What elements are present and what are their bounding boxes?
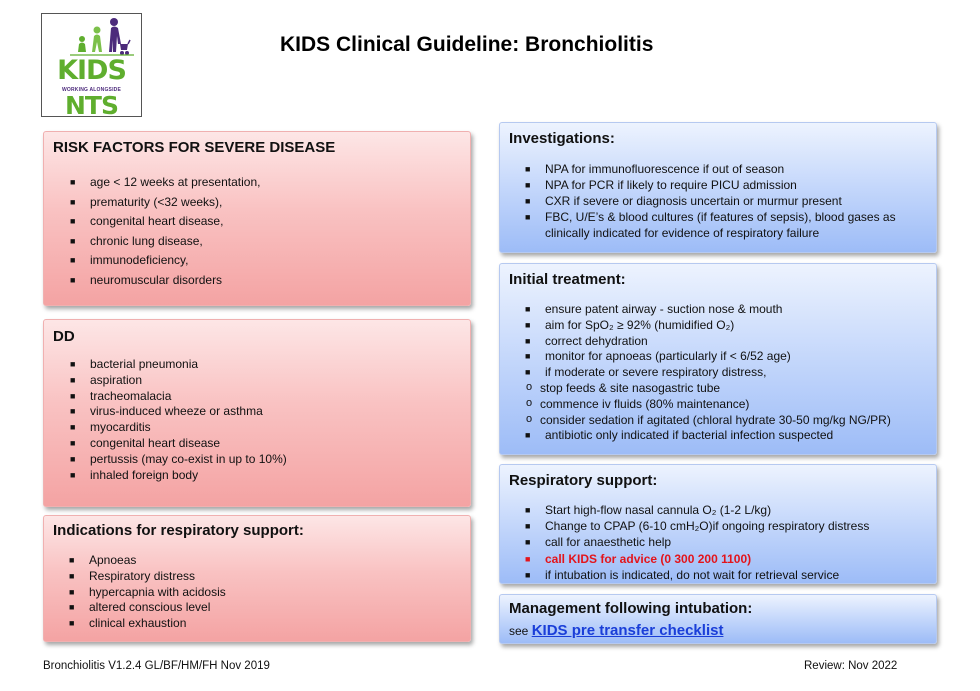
- list-item: ■ congenital heart disease: [70, 435, 221, 450]
- bullet-icon: ■: [70, 359, 76, 369]
- bullet-icon: ■: [70, 235, 76, 246]
- bullet-icon: ■: [525, 553, 531, 564]
- risk-factors-heading: RISK FACTORS FOR SEVERE DISEASE: [53, 139, 336, 156]
- bullet-icon: ■: [525, 180, 531, 190]
- list-item: ■ call for anaesthetic help: [525, 535, 672, 550]
- circle-bullet-icon: o: [526, 396, 533, 409]
- risk-factors-list: [70, 173, 261, 290]
- bullet-icon: ■: [525, 196, 531, 206]
- management-link-row: [509, 622, 723, 639]
- initial-treatment-heading: Initial treatment:: [509, 271, 626, 288]
- list-item: ■ hypercapnia with acidosis: [69, 584, 226, 599]
- sub-list-item: o consider sedation if agitated (chloral hydrate 30-50 mg/kg NG/PR): [526, 412, 891, 427]
- pre-transfer-checklist-link[interactable]: KIDS pre transfer checklist: [531, 622, 724, 639]
- respiratory-support-panel: [499, 464, 937, 584]
- bullet-icon: ■: [70, 437, 76, 448]
- bullet-icon: ■: [70, 196, 76, 207]
- bullet-icon: ■: [525, 430, 531, 441]
- list-item: ■ immunodeficiency,: [90, 251, 260, 271]
- bullet-icon: ■: [69, 602, 75, 613]
- list-item: ■ if moderate or severe respiratory distress,: [525, 365, 767, 380]
- bullet-icon: ■: [525, 505, 531, 515]
- list-item: ■ myocarditis: [70, 420, 151, 435]
- sub-list-item: o commence iv fluids (80% maintenance): [526, 396, 750, 411]
- bullet-icon: ■: [70, 469, 76, 480]
- dd-list: [70, 357, 287, 483]
- bullet-icon: ■: [525, 164, 531, 174]
- family-silhouette-icon: [42, 14, 143, 59]
- bullet-icon: ■: [70, 453, 76, 464]
- bullet-icon: ■: [525, 335, 531, 346]
- circle-bullet-icon: o: [526, 380, 533, 393]
- list-item: ■ monitor for apnoeas (particularly if < 6/52 age): [525, 349, 791, 364]
- bullet-icon: ■: [69, 555, 75, 565]
- list-item: ■ altered conscious level: [69, 600, 211, 615]
- bullet-icon: ■: [525, 569, 531, 580]
- list-item: ■ CXR if severe or diagnosis uncertain or murmur present: [525, 194, 842, 208]
- bullet-icon: ■: [70, 274, 76, 285]
- respiratory-support-list: [525, 502, 870, 583]
- bullet-icon: ■: [70, 216, 76, 226]
- list-item: ■ clinical exhaustion: [69, 616, 187, 631]
- see-label: see: [509, 624, 529, 638]
- list-item: ■ correct dehydration: [525, 333, 648, 348]
- page-title: KIDS Clinical Guideline: Bronchiolitis: [280, 33, 654, 56]
- initial-treatment-list: [525, 302, 891, 444]
- kids-nts-logo: [41, 13, 142, 120]
- bullet-icon: ■: [525, 319, 531, 330]
- list-item: ■ inhaled foreign body: [70, 467, 199, 482]
- list-item: ■ chronic lung disease,: [90, 232, 260, 252]
- bullet-icon: ■: [70, 406, 76, 417]
- list-item: ■ Apnoeas: [69, 553, 137, 567]
- dd-heading: DD: [53, 328, 75, 345]
- list-item: ■ antibiotic only indicated if bacterial infection suspected: [525, 428, 834, 443]
- management-heading: Management following intubation:: [509, 600, 753, 617]
- list-item: ■ neuromuscular disorders: [90, 271, 260, 291]
- list-item: ■ ensure patent airway - suction nose & mouth: [525, 302, 783, 316]
- risk-factors-panel: [43, 131, 471, 306]
- management-panel: [499, 594, 937, 644]
- call-kids-item: ■ call KIDS for advice (0 300 200 1100): [525, 551, 752, 566]
- bullet-icon: ■: [70, 374, 76, 385]
- list-item: ■ age < 12 weeks at presentation,: [90, 173, 260, 193]
- indications-heading: Indications for respiratory support:: [53, 522, 304, 539]
- review-footer: Review: Nov 2022: [804, 660, 898, 672]
- sub-list-item: o stop feeds & site nasogastric tube: [526, 380, 721, 395]
- investigations-list: [525, 161, 896, 241]
- list-item: ■ Change to CPAP (6-10 cmH₂O)if ongoing respiratory distress: [525, 519, 870, 534]
- bullet-icon: ■: [70, 177, 76, 187]
- bullet-icon: ■: [69, 586, 75, 597]
- version-footer: Bronchiolitis V1.2.4 GL/BF/HM/FH Nov 2019: [43, 660, 270, 672]
- bullet-icon: ■: [70, 390, 76, 401]
- list-item: ■ if intubation is indicated, do not wait for retrieval service: [525, 567, 840, 582]
- list-item: ■ tracheomalacia: [70, 388, 172, 403]
- list-item: ■ prematurity (<32 weeks),: [90, 193, 260, 213]
- logo-subtitle: WORKING ALONGSIDE: [61, 87, 122, 93]
- bullet-icon: ■: [70, 255, 76, 265]
- list-item: ■ pertussis (may co-exist in up to 10%): [70, 451, 287, 466]
- list-item: ■ NPA for immunofluorescence if out of season: [525, 162, 785, 176]
- bullet-icon: ■: [69, 570, 75, 581]
- bullet-icon: ■: [525, 304, 531, 314]
- list-item: ■ virus-induced wheeze or asthma: [70, 404, 263, 419]
- list-item: ■ bacterial pneumonia: [70, 357, 199, 371]
- list-item: ■ FBC, U/E’s & blood cultures (if features of sepsis), blood gases as: [525, 210, 896, 224]
- respiratory-support-heading: Respiratory support:: [509, 472, 658, 489]
- bullet-icon: ■: [525, 537, 531, 548]
- initial-treatment-panel: [499, 263, 937, 455]
- list-item: ■ Start high-flow nasal cannula O₂ (1-2 L/kg): [525, 503, 772, 517]
- bullet-icon: ■: [525, 367, 531, 378]
- list-item: ■ aspiration: [70, 372, 143, 387]
- circle-bullet-icon: o: [526, 412, 533, 425]
- investigations-heading: Investigations:: [509, 130, 615, 147]
- list-item: ■ congenital heart disease,: [90, 212, 260, 232]
- list-item: ■ Respiratory distress: [69, 568, 196, 583]
- indications-list: [69, 553, 226, 632]
- bullet-icon: ■: [69, 618, 75, 629]
- list-item: ■ NPA for PCR if likely to require PICU admission: [525, 178, 797, 192]
- bullet-icon: ■: [525, 521, 531, 532]
- differential-diagnosis-panel: [43, 319, 471, 507]
- bullet-icon: ■: [525, 351, 531, 362]
- logo-kids-text: KIDS: [57, 55, 126, 86]
- bullet-icon: ■: [70, 422, 76, 433]
- logo-nts-text: NTS: [65, 91, 118, 120]
- list-item: ■ aim for SpO₂ ≥ 92% (humidified O₂): [525, 317, 735, 332]
- indications-panel: [43, 515, 471, 642]
- list-item-continuation: clinically indicated for evidence of respiratory failure: [545, 226, 820, 240]
- investigations-panel: [499, 122, 937, 253]
- bullet-icon: ■: [525, 212, 531, 222]
